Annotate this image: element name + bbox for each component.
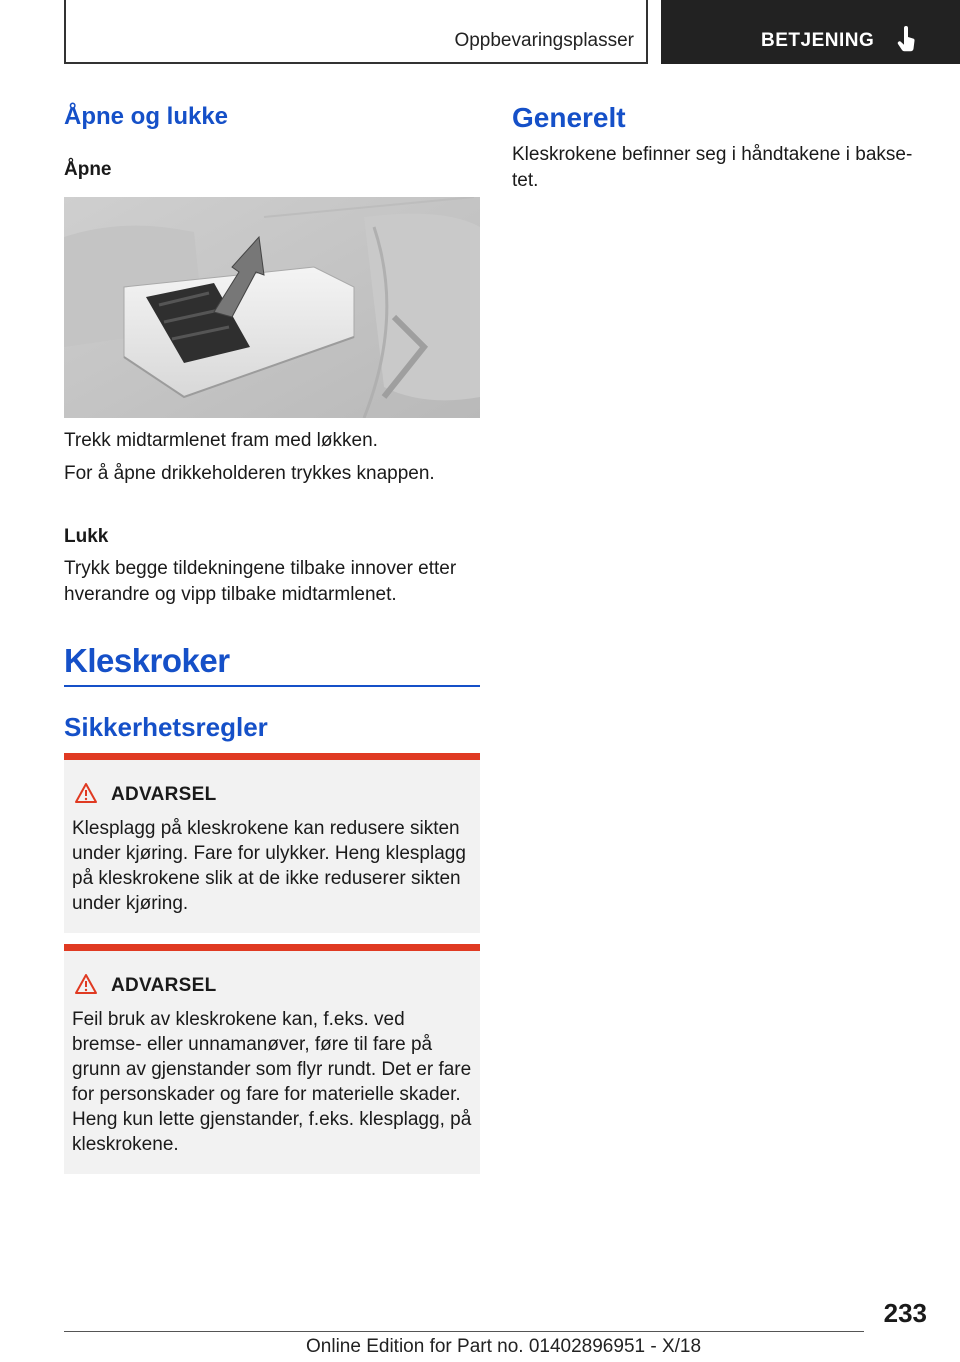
section-title: Oppbevaringsplasser [454,30,634,51]
subheading-close: Lukk [64,526,109,547]
warning-box [64,753,480,933]
paragraph-open-2: For å åpne drikkeholderen trykkes knappen. [64,463,435,484]
warning-triangle-icon [74,782,98,804]
warning-box [64,944,480,1174]
paragraph-generelt: Kleskrokene befinner seg i håndtakene i bakse‐tet. [512,144,913,191]
warning-triangle-icon [74,973,98,995]
warning-title: ADVARSEL [111,975,217,996]
edition-note: Online Edition for Part no. 01402896951 - X/18 [306,1336,702,1357]
heading-kleskroker: Kleskroker [64,642,230,679]
pointing-hand-icon [897,26,917,54]
subheading-open: Åpne [64,159,112,180]
running-header-chapter [661,0,960,64]
warning-text: Klesplagg på kleskrokene kan redusere sikten under kjøring. Fare for ulykker. Heng klesplagg på kleskrokene slik at de ikke reduserer sikten under kjøring. [72,818,466,914]
footer-rule [64,1331,864,1332]
warning-text: Feil bruk av kleskrokene kan, f.eks. ved bremse- eller unnamanøver, føre til fare på grunn av gjenstander som flyr rundt. Det er fare for personskader og fare for materielle skader. Heng kun lette gjenstander, f.eks. klesplagg, på kleskrokene. [72,1009,472,1155]
armrest-illustration [64,197,480,418]
running-header-section [64,0,648,64]
paragraph-open-1: Trekk midtarmlenet fram med løkken. [64,430,378,451]
page-number: 233 [883,1298,927,1328]
heading-safety: Sikkerhetsregler [64,712,268,742]
heading-open-close: Åpne og lukke [64,103,229,130]
paragraph-close: Trykk begge tildekningene tilbake innover etter hverandre og vipp tilbake midtarmlenet. [64,558,457,605]
warning-title: ADVARSEL [111,784,217,805]
heading-generelt: Generelt [512,102,626,133]
heading-rule [64,685,480,687]
chapter-title: BETJENING [761,30,875,51]
